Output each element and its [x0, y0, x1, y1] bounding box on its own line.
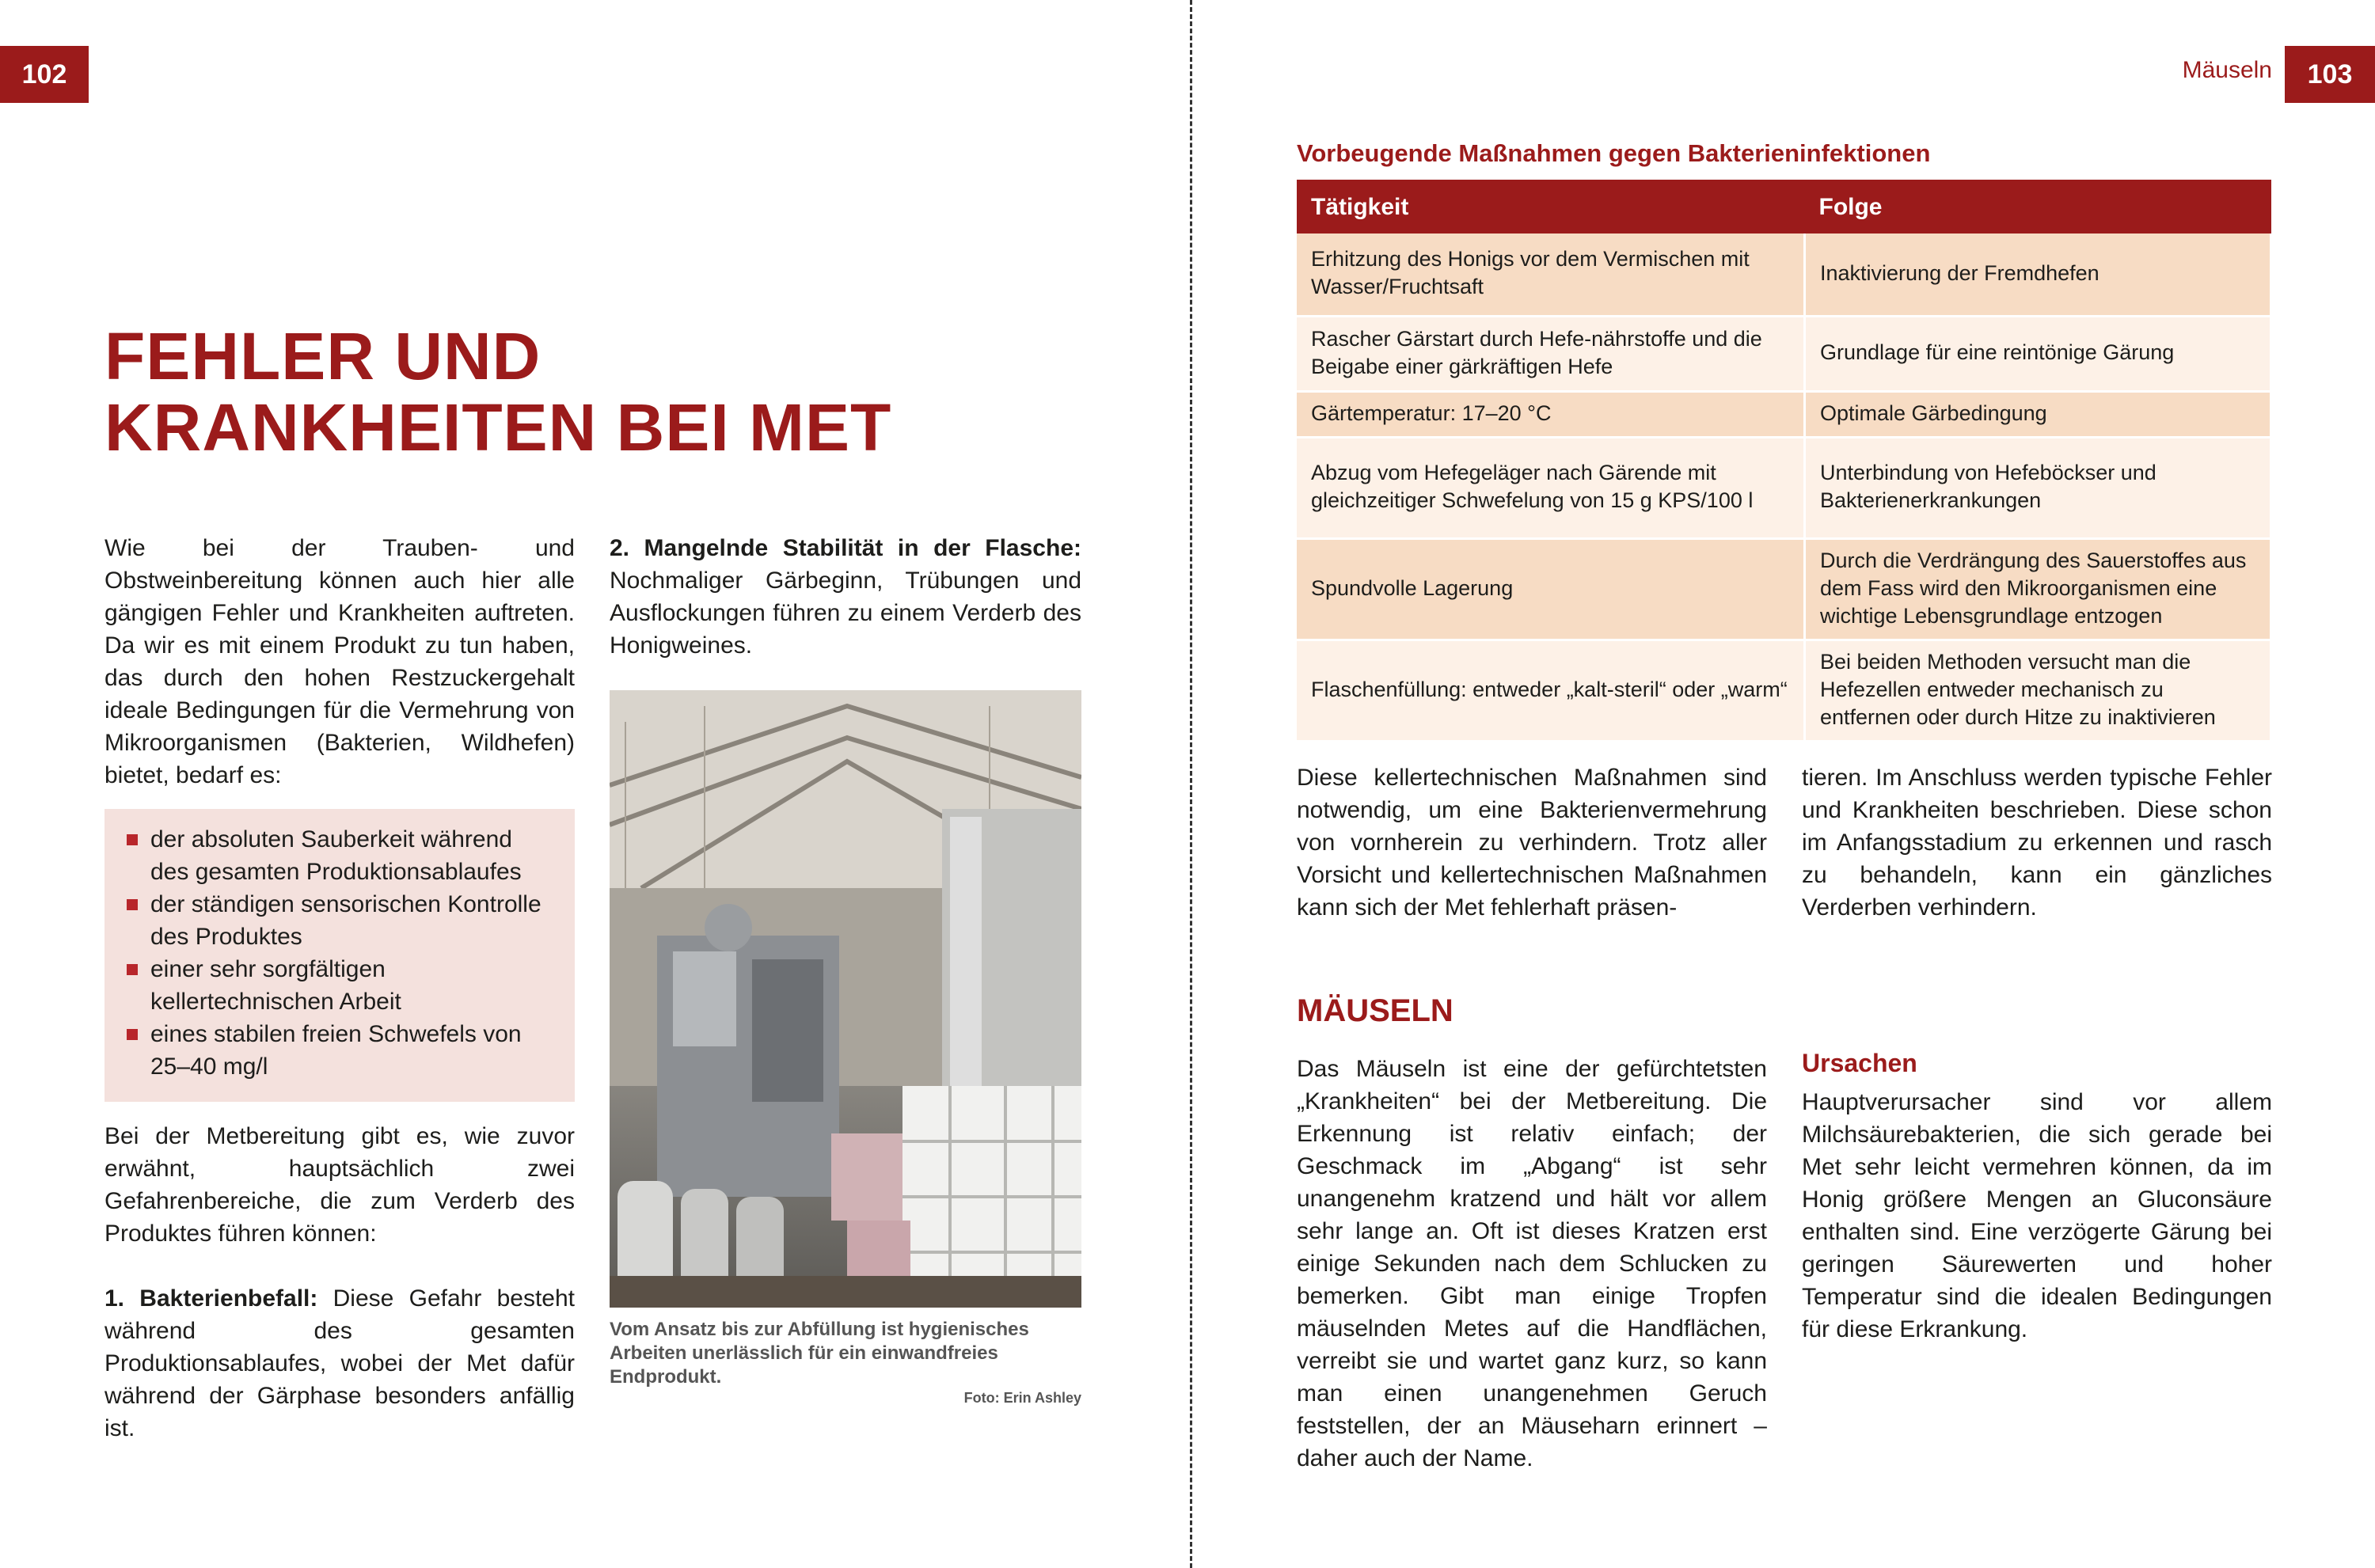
- maeuseln-paragraph: Das Mäuseln ist eine der gefürchtetsten „Krankheiten“ bei der Metbereitung. Die Erkennung ist relativ einfach; der Geschmack im „Abgang“ ist sehr unangenehm kratzend und hält vor allem sehr lange an. Oft ist dieses Kratzen erst einige Sekunden nach dem Schlucken zu bemerken. Gibt man einige Tropfen mäuselnden Metes auf die Handflächen, verreibt sie und wartet ganz kurz, so kann man einen unangenehmen Geruch feststellen, der an Mäuseharn erinnert – daher auch der Name.: [1297, 1056, 1767, 1471]
- table-header-activity: Tätigkeit: [1297, 180, 1805, 233]
- table-cell: Unterbindung von Hefeböckser und Bakterienerkrankungen: [1805, 437, 2271, 538]
- item2-text: Nochmaliger Gärbeginn, Trübungen und Ausflockungen führen zu einem Verderb des Honigweines.: [610, 568, 1081, 659]
- table-cell: Abzug vom Hefegeläger nach Gärende mit gleichzeitiger Schwefelung von 15 g KPS/100 l: [1297, 437, 1805, 538]
- bullet-list: [104, 809, 575, 1083]
- subheading-ursachen: Ursachen: [1802, 1049, 1917, 1077]
- table-cell: Flaschenfüllung: entweder „kalt-steril“ oder „warm“: [1297, 640, 1805, 741]
- chapter-title-line2: KRANKHEITEN BEI MET: [104, 390, 892, 465]
- page-number-right: 103: [2285, 46, 2375, 103]
- left-column-intro: [104, 532, 575, 792]
- item1-text: Diese Gefahr besteht während des gesamten Produktionsablaufes, wobei der Met dafür während der Gärphase besonders anfällig ist.: [104, 1285, 576, 1441]
- after-table-paragraph-1: Diese kellertechnischen Maßnahmen sind notwendig, um eine Bakterienvermehrung von vornherein zu verhindern. Trotz aller Vorsicht und kellertechnischen Maßnahmen kann sich der Met fehlerhaft präsen-: [1297, 765, 1767, 921]
- table-row: [1297, 316, 2271, 391]
- right-column-top: [610, 532, 1081, 662]
- after-table-col1: [1297, 761, 1767, 924]
- bottling-facility-photo: [610, 690, 1081, 1308]
- caption-text: Vom Ansatz bis zur Abfüllung ist hygienisches Arbeiten unerlässlich für ein einwandfreies Endprodukt.: [610, 1319, 1029, 1388]
- table-cell: Bei beiden Methoden versucht man die Hefezellen entweder mechanisch zu entfernen oder durch Hitze zu inaktivieren: [1805, 640, 2271, 741]
- table-cell: Spundvolle Lagerung: [1297, 538, 1805, 640]
- bullet-item: der absoluten Sauberkeit während des gesamten Produktionsablaufes: [127, 823, 554, 888]
- maeuseln-column: [1297, 1053, 1767, 1475]
- after-table-col2: [1802, 761, 2272, 924]
- table-cell: Durch die Verdrängung des Sauerstoffes aus dem Fass wird den Mikroorganismen eine wichtige Lebensgrundlage entzogen: [1805, 538, 2271, 640]
- table-row: [1297, 538, 2271, 640]
- danger-areas-paragraph: Bei der Metbereitung gibt es, wie zuvor erwähnt, hauptsächlich zwei Gefahrenbereiche, die zum Verderb des Produktes führen können:: [104, 1123, 575, 1247]
- item1-paragraph: [104, 1282, 575, 1445]
- table-cell: Inaktivierung der Fremdhefen: [1805, 233, 2271, 316]
- table-cell: Grundlage für eine reintönige Gärung: [1805, 316, 2271, 391]
- bullet-item: der ständigen sensorischen Kontrolle des Produktes: [127, 888, 554, 953]
- photo-credit: Foto: Erin Ashley: [963, 1390, 1081, 1406]
- item1-label: 1. Bakterienbefall:: [104, 1285, 318, 1312]
- table-title: Vorbeugende Maßnahmen gegen Bakterieninfektionen: [1297, 139, 1931, 167]
- running-head: Mäuseln: [2182, 57, 2272, 83]
- bullet-item: eines stabilen freien Schwefels von 25–40 mg/l: [127, 1018, 554, 1083]
- item2-label: 2. Mangelnde Stabilität in der Flasche:: [610, 535, 1081, 561]
- table-cell: Optimale Gärbedingung: [1805, 391, 2271, 437]
- photo-caption: [610, 1318, 1081, 1407]
- table-row: [1297, 640, 2271, 741]
- page-gutter-divider: [1190, 0, 1192, 1568]
- item2-paragraph: [610, 532, 1081, 662]
- table-cell: Gärtemperatur: 17–20 °C: [1297, 391, 1805, 437]
- table-row: [1297, 233, 2271, 316]
- ursachen-paragraph: Hauptverursacher sind vor allem Milchsäurebakterien, die sich gerade bei Met sehr leicht vermehren können, da im Honig größere Mengen an Gluconsäure enthalten sind. Eine verzögerte Gärung bei geringen Säurewerten und hoher Temperatur sind die idealen Bedingungen für diese Erkrankung.: [1802, 1089, 2272, 1342]
- chapter-title: [104, 321, 1134, 463]
- intro-paragraph: Wie bei der Trauben- und Obstweinbereitung können auch hier alle gängigen Fehler und Krankheiten auftreten. Da wir es mit einem Produkt zu tun haben, das durch den hohen Restzuckergehalt ideale Bedingungen für die Vermehrung von Mikroorganismen (Bakterien, Wildhefen) bietet, bedarf es:: [104, 535, 575, 788]
- bullet-box: [104, 809, 575, 1102]
- section-heading-maeuseln: MÄUSELN: [1297, 993, 1454, 1028]
- table-header-row: [1297, 180, 2271, 233]
- table-row: [1297, 391, 2271, 437]
- table-cell: Rascher Gärstart durch Hefe-nährstoffe und die Beigabe einer gärkräftigen Hefe: [1297, 316, 1805, 391]
- table-cell: Erhitzung des Honigs vor dem Vermischen mit Wasser/Fruchtsaft: [1297, 233, 1805, 316]
- left-column-lower: [104, 1120, 575, 1445]
- prevention-table: [1297, 180, 2272, 742]
- page-number-left: 102: [0, 46, 89, 103]
- after-table-paragraph-2: tieren. Im Anschluss werden typische Fehler und Krankheiten beschrieben. Diese schon im Anfangsstadium zu erkennen und rasch zu behandeln, kann ein gänzliches Verderben verhindern.: [1802, 765, 2272, 921]
- chapter-title-line1: FEHLER UND: [104, 319, 542, 393]
- bullet-item: einer sehr sorgfältigen kellertechnischen Arbeit: [127, 953, 554, 1018]
- photo-illustration: [610, 690, 1081, 1308]
- ursachen-column: [1802, 1086, 2272, 1346]
- table-row: [1297, 437, 2271, 538]
- table-header-consequence: Folge: [1805, 180, 2271, 233]
